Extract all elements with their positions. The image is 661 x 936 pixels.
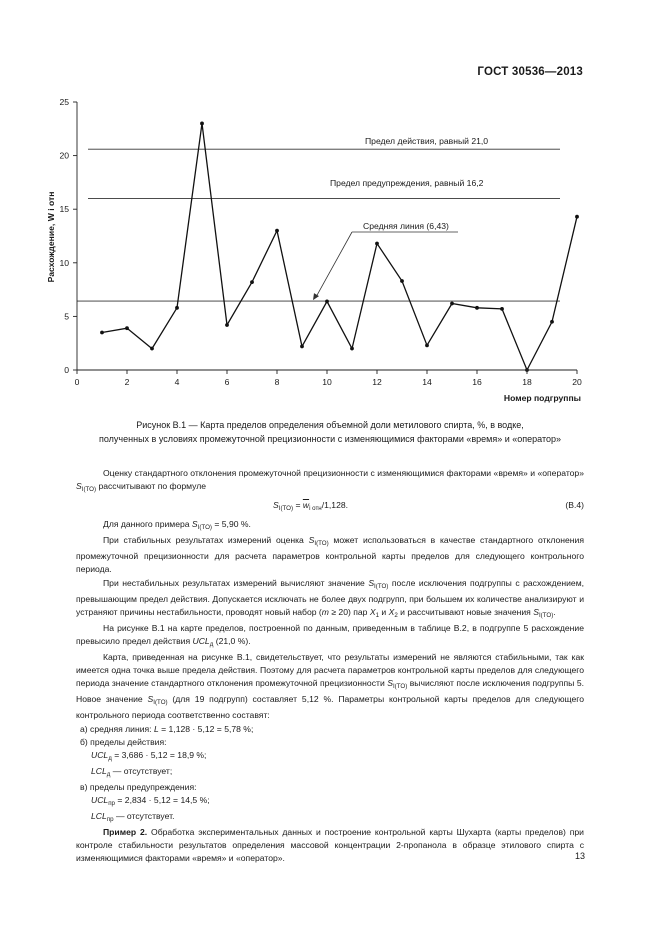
list-item: $LCL_д$ — отсутствует; <box>91 765 173 778</box>
caption-line-1: Рисунок В.1 — Карта пределов определения объемной доли метилового спирта, %, в водке, <box>136 420 524 430</box>
data-point <box>200 122 204 126</box>
x-tick-label: 4 <box>174 377 180 387</box>
x-tick-label: 2 <box>124 377 130 387</box>
paragraph: При нестабильных результатах измерений вычисляют значение $S_{I(TO)}$ после исключения подгруппы с расхождением, превышающим предел действия. Допускается исключать не более двух подгрупп, при большем их количестве анализируют и устраняют причины нестабильности, проводят новый набор (m ≥ 20) пар $X_1$ и $X_2$ и рассчитывают новые значения $S_{I(TO)}$. <box>76 577 584 619</box>
data-point <box>150 347 154 351</box>
body-text <box>76 467 584 865</box>
data-point <box>450 302 454 306</box>
data-point <box>250 280 254 284</box>
x-tick-label: 12 <box>372 377 382 387</box>
x-tick-label: 20 <box>572 377 582 387</box>
data-point <box>300 345 304 349</box>
x-tick-label: 8 <box>274 377 280 387</box>
data-series-line <box>102 123 577 370</box>
data-point <box>100 331 104 335</box>
data-point <box>425 343 429 347</box>
list-item: б) пределы действия: <box>80 736 167 747</box>
page-number: 13 <box>574 851 585 861</box>
paragraph: На рисунке В.1 на карте пределов, построенной по данным, приведенным в таблице В.2, в подгруппе 5 расхождение превысило предел действия $UCL_д$ (21,0 %). <box>76 622 584 648</box>
y-tick-label: 15 <box>59 204 69 215</box>
data-point <box>550 320 554 324</box>
y-tick-label: 5 <box>64 311 69 322</box>
x-tick-label: 18 <box>522 377 532 387</box>
data-point <box>350 347 354 351</box>
data-point <box>575 215 579 219</box>
data-point <box>275 229 279 233</box>
y-tick-label: 20 <box>59 150 69 161</box>
paragraph: При стабильных результатах измерений оценка $S_{I(TO)}$ может использоваться в качестве стандартного отклонения промежуточной прецизионности для расчета параметров контрольной карты пределов для следующего контрольного периода. <box>76 535 584 575</box>
x-tick-label: 10 <box>322 377 332 387</box>
y-tick-label: 25 <box>59 97 69 107</box>
x-tick-label: 14 <box>422 377 432 387</box>
list-item: $UCL_д = 3,686 \cdot 5,12 = 18,9$ %; <box>91 749 207 762</box>
data-point <box>325 299 329 303</box>
arrow-head-icon <box>313 293 319 300</box>
list-item: $LCL_{пр}$ — отсутствует. <box>91 811 175 824</box>
data-point <box>175 306 179 310</box>
data-point <box>225 323 229 327</box>
x-axis-label: Номер подгруппы <box>503 393 581 403</box>
formula-b4: $S_{I(TO)} = \overline{w}_{і отн}/1,128$. (В.4) <box>273 500 584 513</box>
data-point <box>475 306 479 310</box>
x-tick-label: 6 <box>224 377 230 387</box>
action-limit-label: Предел действия, равный 21,0 <box>365 136 489 146</box>
center-line-label: Средняя линия (6,43) <box>363 221 449 231</box>
caption-line-2: полученных в условиях промежуточной прецизионности с изменяющимися факторами «время» и «оператор» <box>99 434 561 444</box>
y-tick-label: 10 <box>59 257 69 268</box>
y-tick-label: 0 <box>64 365 69 375</box>
center-label-arrow <box>316 232 352 297</box>
data-point <box>375 242 379 246</box>
list-item: в) пределы предупреждения: <box>80 781 197 792</box>
control-chart <box>0 0 661 410</box>
data-point <box>400 279 404 283</box>
paragraph: Пример 2. Обработка экспериментальных данных и построение контрольной карты Шухарта (карты пределов) при контроле стабильности результатов определения массовой концентрации 2-пропанола в образце этилового спирта с изменяющимися факторами «время» и «оператор». <box>76 827 584 864</box>
paragraph: Карта, приведенная на рисунке В.1, свидетельствует, что результаты измерений не являются стабильными, так как имеется одна точка выше предела действия. Поэтому для расчета параметров контрольной карты пределов для следующего периода значение стандартного отклонения промежуточной прецизионности $S_{I(TO)}$ вычисляют после исключения подгруппы 5. Новое значение $S_{I(TO)}$ (для 19 подгрупп) составляет 5,12 %. Параметры контрольной карты пределов для следующего контрольного периода соответственно составят: <box>76 652 584 721</box>
x-tick-label: 0 <box>74 377 80 387</box>
standard-header: ГОСТ 30536—2013 <box>477 66 583 78</box>
paragraph: Оценку стандартного отклонения промежуточной прецизионности с изменяющимися факторами «время» и «оператор» $S_{I(TO)}$ рассчитывают по формуле <box>76 468 584 494</box>
list-item: а) средняя линия: L = 1,128 · 5,12 = 5,78 %; <box>80 723 254 734</box>
x-tick-label: 16 <box>472 377 482 387</box>
paragraph: Для данного примера $S_{I(TO)} = 5,90$ %. <box>103 519 251 532</box>
warning-limit-label: Предел предупреждения, равный 16,2 <box>330 178 484 188</box>
y-axis-label: Расхождение, W i отн <box>46 191 56 283</box>
list-item: $UCL_{пр} = 2,834 \cdot 5,12 = 14,5$ %; <box>91 794 210 807</box>
data-point <box>125 326 129 330</box>
figure-caption <box>40 418 620 446</box>
data-point <box>500 307 504 311</box>
